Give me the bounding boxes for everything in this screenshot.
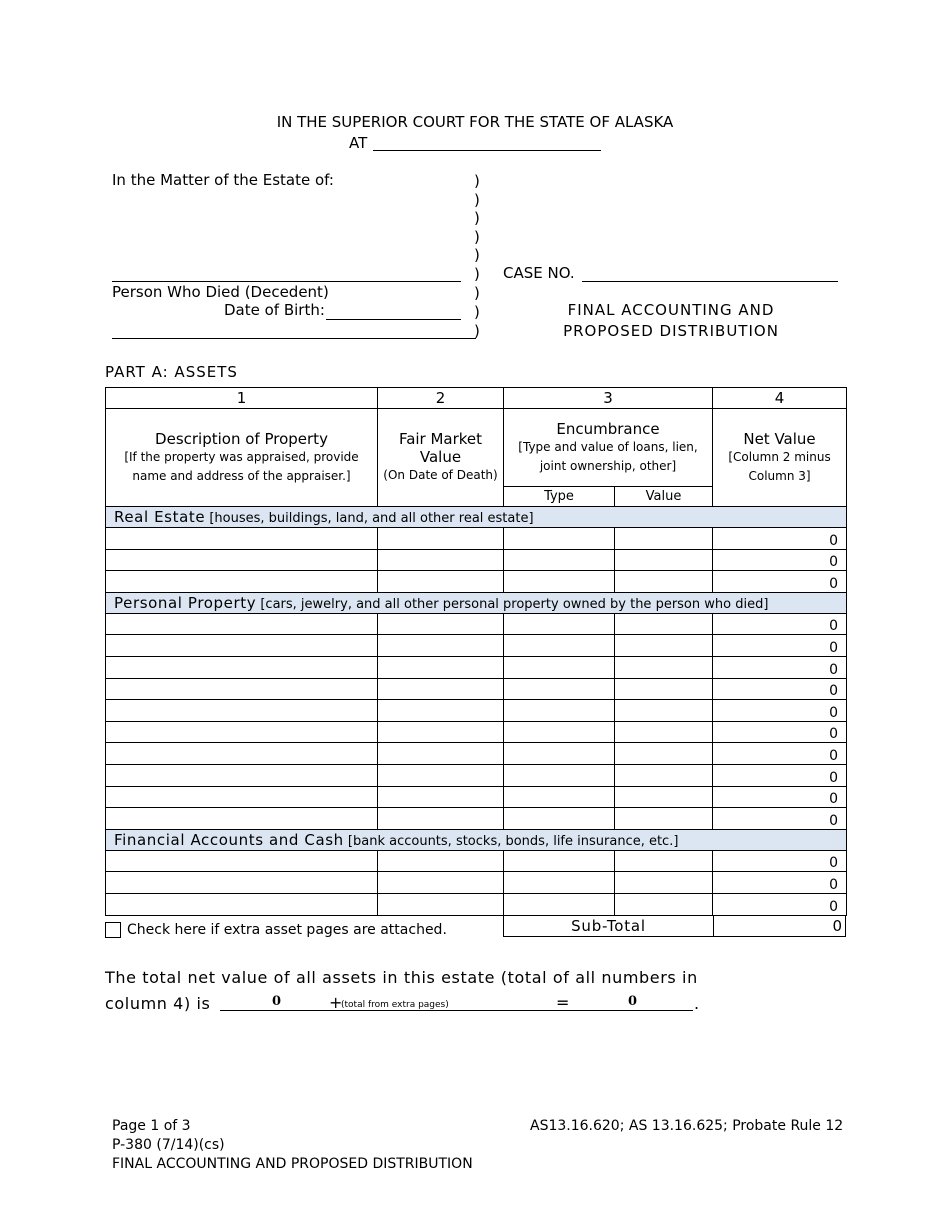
- col3-subtitle: [Type and value of loans, lien, joint ownership, other]: [518, 439, 698, 473]
- extra-pages-note: (total from extra pages): [341, 1000, 449, 1010]
- encumbrance-value-cell[interactable]: [615, 850, 713, 872]
- encumbrance-type-cell[interactable]: [504, 528, 615, 550]
- encumbrance-value-cell[interactable]: [615, 549, 713, 571]
- encumbrance-type-cell[interactable]: [504, 872, 615, 894]
- table-row: [106, 786, 847, 808]
- caption-paren: ): [474, 303, 480, 321]
- encumbrance-type-cell[interactable]: [504, 656, 615, 678]
- net-value-cell: 0: [713, 656, 847, 678]
- net-value-cell: 0: [713, 571, 847, 593]
- dob-label: Date of Birth:: [224, 301, 325, 319]
- section-real-estate: [106, 507, 847, 528]
- encumbrance-type-cell[interactable]: [504, 721, 615, 743]
- net-value-cell: 0: [713, 678, 847, 700]
- encumbrance-value-cell[interactable]: [615, 528, 713, 550]
- market-value-cell[interactable]: [378, 613, 504, 635]
- description-cell[interactable]: [106, 786, 378, 808]
- footer-page: Page 1 of 3: [112, 1118, 191, 1134]
- caption-paren: ): [474, 246, 480, 264]
- table-row: [106, 808, 847, 830]
- description-cell[interactable]: [106, 808, 378, 830]
- section-financial-accounts: [106, 829, 847, 850]
- market-value-cell[interactable]: [378, 700, 504, 722]
- description-cell[interactable]: [106, 743, 378, 765]
- market-value-cell[interactable]: [378, 764, 504, 786]
- market-value-cell[interactable]: [378, 528, 504, 550]
- description-cell[interactable]: [106, 721, 378, 743]
- matter-label: In the Matter of the Estate of:: [112, 171, 334, 189]
- col2-title: Fair Market Value: [398, 430, 483, 466]
- encumbrance-type-cell[interactable]: [504, 764, 615, 786]
- market-value-cell[interactable]: [378, 721, 504, 743]
- market-value-cell[interactable]: [378, 743, 504, 765]
- market-value-cell[interactable]: [378, 872, 504, 894]
- encumbrance-type-cell[interactable]: [504, 893, 615, 915]
- part-a-heading: PART A: ASSETS: [105, 363, 238, 381]
- extra-pages-checkbox[interactable]: [105, 922, 121, 938]
- encumbrance-value-cell[interactable]: [615, 764, 713, 786]
- market-value-cell[interactable]: [378, 808, 504, 830]
- net-value-cell: 0: [713, 893, 847, 915]
- column-number: 4: [713, 388, 847, 409]
- encumbrance-type-cell[interactable]: [504, 700, 615, 722]
- extra-pages-label: Check here if extra asset pages are attached.: [127, 922, 447, 938]
- court-title: IN THE SUPERIOR COURT FOR THE STATE OF ALASKA: [276, 113, 674, 131]
- section-description: [cars, jewelry, and all other personal property owned by the person who died]: [260, 596, 769, 612]
- encumbrance-value-cell[interactable]: [615, 635, 713, 657]
- description-cell[interactable]: [106, 549, 378, 571]
- at-label: AT: [349, 134, 368, 152]
- decedent-label: Person Who Died (Decedent): [112, 283, 329, 301]
- caption-paren: ): [474, 322, 480, 340]
- description-cell[interactable]: [106, 700, 378, 722]
- equals-sign: =: [556, 993, 570, 1012]
- encumbrance-value-cell[interactable]: [615, 656, 713, 678]
- market-value-cell[interactable]: [378, 549, 504, 571]
- net-value-cell: 0: [713, 808, 847, 830]
- net-value-cell: 0: [713, 721, 847, 743]
- section-name: Financial Accounts and Cash: [114, 830, 344, 849]
- encumbrance-value-cell[interactable]: [615, 678, 713, 700]
- caption-paren: ): [474, 265, 480, 283]
- plus-sign: +: [329, 993, 343, 1012]
- column-number: 3: [504, 388, 713, 409]
- at-location-field[interactable]: [373, 150, 601, 151]
- col4-title: Net Value: [743, 429, 816, 448]
- subtotal-row: [503, 916, 846, 937]
- table-row: [106, 872, 847, 894]
- table-row: [106, 528, 847, 550]
- section-personal-property: [106, 592, 847, 613]
- document-title-line1: FINAL ACCOUNTING AND: [567, 301, 775, 319]
- market-value-cell[interactable]: [378, 635, 504, 657]
- market-value-cell[interactable]: [378, 786, 504, 808]
- net-value-cell: 0: [713, 872, 847, 894]
- encumbrance-type-cell[interactable]: [504, 743, 615, 765]
- encumbrance-value-cell[interactable]: [615, 893, 713, 915]
- net-value-cell: 0: [713, 764, 847, 786]
- period: .: [694, 994, 700, 1013]
- table-row: [106, 678, 847, 700]
- net-value-cell: 0: [713, 786, 847, 808]
- net-value-cell: 0: [713, 528, 847, 550]
- net-value-cell: 0: [713, 850, 847, 872]
- table-row: [106, 764, 847, 786]
- caption-paren: ): [474, 172, 480, 190]
- encumbrance-value-cell[interactable]: [615, 613, 713, 635]
- column-number: 2: [378, 388, 504, 409]
- market-value-cell[interactable]: [378, 850, 504, 872]
- table-row: [106, 656, 847, 678]
- encumbrance-value-cell[interactable]: [615, 786, 713, 808]
- market-value-cell[interactable]: [378, 678, 504, 700]
- col1-subtitle: [If the property was appraised, provide name and address of the appraiser.]: [124, 449, 359, 483]
- column-number: 1: [106, 388, 378, 409]
- caption-paren: ): [474, 191, 480, 209]
- description-cell[interactable]: [106, 635, 378, 657]
- net-value-cell: 0: [713, 743, 847, 765]
- subtotal-value: [712, 916, 846, 937]
- footer-statutes: AS13.16.620; AS 13.16.625; Probate Rule 12: [530, 1118, 844, 1134]
- total-value-2: 0: [628, 994, 638, 1009]
- total-line: [220, 1010, 693, 1011]
- total-statement-prefix: column 4) is: [105, 994, 211, 1013]
- table-row: [106, 721, 847, 743]
- assets-table: [105, 387, 847, 916]
- encumbrance-value-cell[interactable]: [615, 571, 713, 593]
- table-row: [106, 743, 847, 765]
- caption-paren: ): [474, 228, 480, 246]
- table-row: [106, 700, 847, 722]
- encumbrance-value-cell[interactable]: [615, 700, 713, 722]
- col2-header: [378, 409, 504, 507]
- description-cell[interactable]: [106, 571, 378, 593]
- encumbrance-value-cell[interactable]: [615, 808, 713, 830]
- table-row: [106, 571, 847, 593]
- description-cell[interactable]: [106, 613, 378, 635]
- section-name: Real Estate: [114, 508, 206, 526]
- description-cell[interactable]: [106, 893, 378, 915]
- subtotal-number: 0: [832, 917, 842, 935]
- encumbrance-type-cell[interactable]: [504, 571, 615, 593]
- section-name: Personal Property: [114, 593, 257, 612]
- net-value-cell: 0: [713, 613, 847, 635]
- encumbrance-value-header: Value: [615, 487, 713, 507]
- encumbrance-type-cell[interactable]: [504, 850, 615, 872]
- encumbrance-type-cell[interactable]: [504, 613, 615, 635]
- subtotal-label: Sub-Total: [503, 916, 714, 937]
- encumbrance-type-cell[interactable]: [504, 786, 615, 808]
- section-description: [houses, buildings, land, and all other real estate]: [209, 511, 534, 526]
- encumbrance-type-cell[interactable]: [504, 808, 615, 830]
- case-no-label: CASE NO.: [503, 264, 575, 282]
- net-value-cell: 0: [713, 635, 847, 657]
- net-value-cell: 0: [713, 700, 847, 722]
- encumbrance-type-header: Type: [504, 487, 615, 507]
- footer-title: FINAL ACCOUNTING AND PROPOSED DISTRIBUTION: [112, 1156, 473, 1172]
- encumbrance-value-cell[interactable]: [615, 872, 713, 894]
- col1-title: Description of Property: [155, 429, 328, 448]
- encumbrance-value-cell[interactable]: [615, 721, 713, 743]
- market-value-cell[interactable]: [378, 893, 504, 915]
- encumbrance-value-cell[interactable]: [615, 743, 713, 765]
- total-statement-line1: The total net value of all assets in this estate (total of all numbers in: [105, 968, 698, 987]
- col1-header: [106, 409, 378, 507]
- caption-paren: ): [474, 209, 480, 227]
- table-row: [106, 893, 847, 915]
- net-value-cell: 0: [713, 549, 847, 571]
- table-row: [106, 635, 847, 657]
- dob-field[interactable]: [326, 319, 461, 320]
- description-cell[interactable]: [106, 850, 378, 872]
- description-cell[interactable]: [106, 872, 378, 894]
- table-row: [106, 549, 847, 571]
- footer-form-number: P-380 (7/14)(cs): [112, 1137, 225, 1153]
- table-row: [106, 850, 847, 872]
- col3-header: [504, 409, 713, 487]
- encumbrance-type-cell[interactable]: [504, 678, 615, 700]
- table-row: [106, 613, 847, 635]
- total-value-1: 0: [272, 994, 282, 1009]
- col3-title: Encumbrance: [556, 419, 660, 438]
- market-value-cell[interactable]: [378, 571, 504, 593]
- case-no-field[interactable]: [582, 281, 838, 282]
- caption-paren: ): [474, 284, 480, 302]
- col4-header: [713, 409, 847, 507]
- description-cell[interactable]: [106, 764, 378, 786]
- section-description: [bank accounts, stocks, bonds, life insurance, etc.]: [347, 833, 679, 849]
- decedent-name-field[interactable]: [112, 281, 461, 282]
- description-cell[interactable]: [106, 656, 378, 678]
- col4-subtitle: [Column 2 minus Column 3]: [728, 449, 831, 483]
- encumbrance-type-cell[interactable]: [504, 549, 615, 571]
- market-value-cell[interactable]: [378, 656, 504, 678]
- description-cell[interactable]: [106, 528, 378, 550]
- encumbrance-type-cell[interactable]: [504, 635, 615, 657]
- document-title-line2: PROPOSED DISTRIBUTION: [563, 322, 779, 340]
- description-cell[interactable]: [106, 678, 378, 700]
- caption-bottom-line: [112, 338, 476, 339]
- col2-subtitle: (On Date of Death): [383, 468, 498, 482]
